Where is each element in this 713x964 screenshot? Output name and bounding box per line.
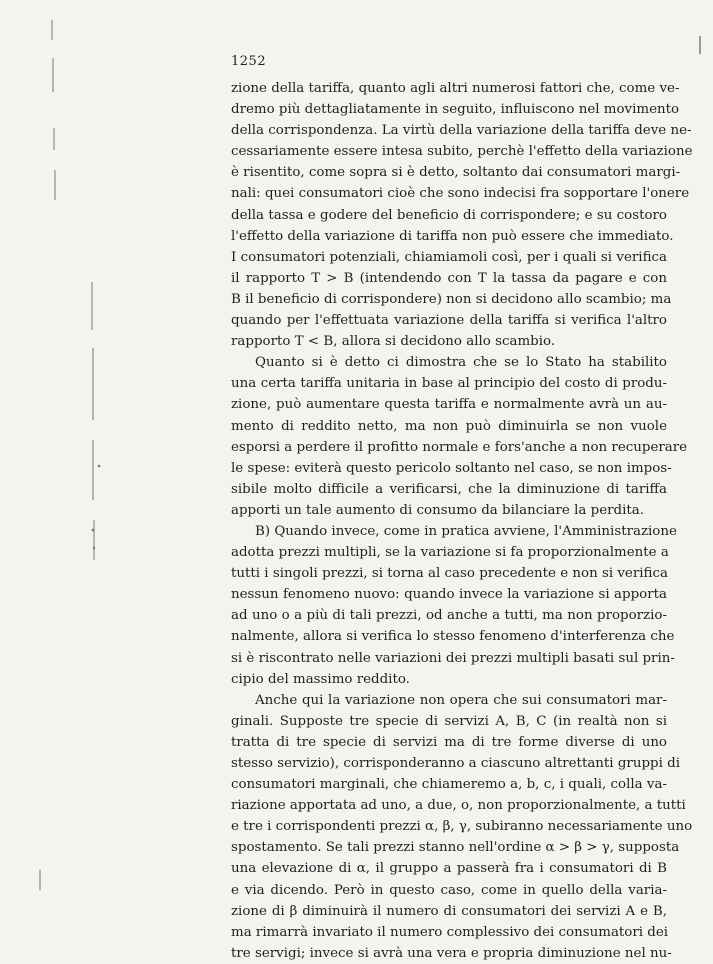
text-line: il rapporto T > B (intendendo con T la tassa da pagare e con — [231, 270, 667, 286]
text-line: zione di β diminuirà il numero di consumatori dei servizi A e B, — [231, 903, 667, 919]
text-line: Quanto si è detto ci dimostra che se lo Stato ha stabilito — [255, 355, 667, 371]
text-line: l'effetto della variazione di tariffa non può essere che immediato. — [231, 228, 674, 244]
text-line: è risentito, come sopra si è detto, soltanto dai consumatori margi- — [231, 165, 681, 181]
text-line: rapporto T < B, allora si decidono allo scambio. — [231, 334, 556, 350]
text-line: consumatori marginali, che chiameremo a, b, c, i quali, colla va- — [231, 777, 667, 793]
text-line: zione della tariffa, quanto agli altri numerosi fattori che, come ve- — [231, 81, 680, 96]
text-line: tre servigi; invece si avrà una vera e propria diminuzione nel nu- — [231, 945, 672, 961]
text-line: mento di reddito netto, ma non può diminuirla se non vuole — [231, 418, 667, 434]
text-line: zione, può aumentare questa tariffa e normalmente avrà un au- — [231, 397, 667, 413]
text-line: B) Quando invece, come in pratica avviene, l'Amministrazione — [255, 523, 677, 539]
text-line: della tassa e godere del beneficio di corrispondere; e su costoro — [231, 207, 667, 223]
text-line: sibile molto difficile a verificarsi, che la diminuzione di tariffa — [231, 481, 667, 497]
text-line: quando per l'effettuata variazione della tariffa si verifica l'altro — [231, 313, 667, 329]
text-line: una elevazione di α, il gruppo a passerà fra i consumatori di B — [231, 861, 667, 877]
text-line: B il beneficio di corrispondere) non si decidono allo scambio; ma — [231, 291, 672, 307]
text-line: ma rimarrà invariato il numero complessivo dei consumatori dei — [231, 924, 669, 940]
text-line: Anche qui la variazione non opera che sui consumatori mar- — [255, 692, 667, 708]
text-line: riazione apportata ad uno, a due, o, non proporzionalmente, a tutti — [231, 798, 686, 814]
binding-margin — [0, 0, 110, 900]
text-line: dremo più dettagliatamente in seguito, influiscono nel movimento — [231, 102, 680, 118]
text-line: cessariamente essere intesa subito, perchè l'effetto della variazione — [231, 144, 693, 160]
text-line: stesso servizio), corrisponderanno a ciascuno altrettanti gruppi di — [231, 756, 680, 771]
text-line: apporti un tale aumento di consumo da bilanciare la perdita. — [231, 502, 645, 518]
body-text — [231, 78, 693, 964]
text-line: spostamento. Se tali prezzi stanno nell'ordine α > β > γ, supposta — [231, 840, 680, 856]
text-line: I consumatori potenziali, chiamiamoli così, per i quali si verifica — [231, 249, 667, 265]
text-line: adotta prezzi multipli, se la variazione si fa proporzionalmente a — [231, 545, 669, 561]
edge-mark — [699, 36, 701, 54]
binding-marks-decoration — [0, 0, 110, 900]
page-number: 1252 — [231, 54, 267, 69]
text-line: si è riscontrato nelle variazioni dei prezzi multipli basati sul prin- — [231, 650, 675, 666]
text-line: nessun fenomeno nuovo: quando invece la variazione si apporta — [231, 587, 667, 603]
text-line: ad uno o a più di tali prezzi, od anche a tutti, ma non proporzio- — [231, 608, 667, 624]
text-line: della corrispondenza. La virtù della variazione della tariffa deve ne- — [231, 123, 692, 139]
text-line: e via dicendo. Però in questo caso, come in quello della varia- — [231, 882, 667, 898]
text-line: nalmente, allora si verifica lo stesso fenomeno d'interferenza che — [231, 629, 675, 645]
text-line: nali: quei consumatori cioè che sono indecisi fra sopportare l'onere — [231, 186, 690, 202]
text-line: ginali. Supposte tre specie di servizi A, B, C (in realtà non si — [231, 713, 667, 729]
text-line: tratta di tre specie di servizi ma di tre forme diverse di uno — [231, 734, 667, 750]
text-line: tutti i singoli prezzi, si torna al caso precedente e non si verifica — [231, 566, 668, 582]
text-line: esporsi a perdere il profitto normale e fors'anche a non recuperare — [231, 439, 688, 455]
text-line: una certa tariffa unitaria in base al principio del costo di produ- — [231, 376, 667, 392]
text-line: cipio del massimo reddito. — [231, 671, 410, 687]
text-line: e tre i corrispondenti prezzi α, β, γ, subiranno necessariamente uno — [231, 819, 693, 835]
text-line: le spese: eviterà questo pericolo soltanto nel caso, se non impos- — [231, 460, 672, 476]
